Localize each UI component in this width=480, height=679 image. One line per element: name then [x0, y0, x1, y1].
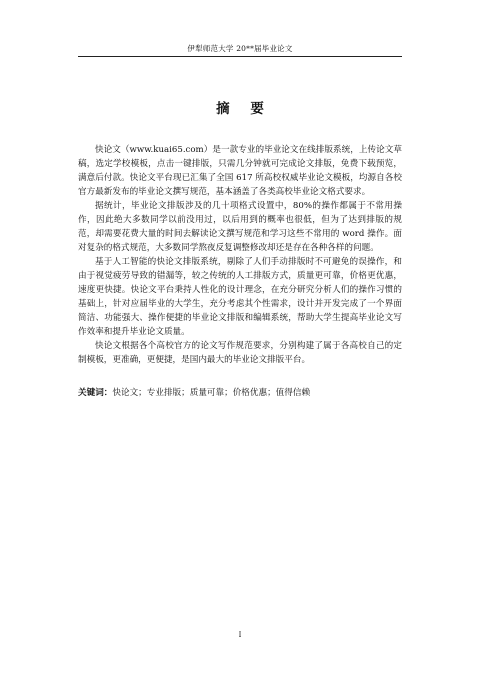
page-number: I — [238, 631, 242, 639]
keywords-line — [78, 386, 402, 400]
keywords-value: 快论文；专业排版；质量可靠；价格优惠；值得信赖 — [112, 388, 311, 398]
running-header: 伊犁师范大学 20**届毕业论文 — [187, 44, 293, 53]
abstract-paragraph-4: 快论文根据各个高校官方的论文写作规范要求，分别构建了属于各高校自己的定制模板，更准确，更便捷，是国内最大的毕业论文排版平台。 — [78, 341, 402, 365]
abstract-paragraph-2: 据统计，毕业论文排版涉及的几十项格式设置中，80%的操作都属于不常用操作，因此绝大多数同学以前没用过，以后用到的概率也很低，但为了达到排版的规范，却需要花费大量的时间去解读论文撰写规范和学习这些不常用的 word 操作。面对复杂的格式规范，大多数同学熬夜反复调整修改却还是存在各种各样的问题。 — [78, 201, 402, 253]
keywords-label: 关键词： — [78, 388, 113, 398]
abstract-paragraph-3: 基于人工智能的快论文排版系统，剔除了人们手动排版时不可避免的误操作，和由于视觉疲劳导致的错漏等，较之传统的人工排版方式，质量更可靠，价格更优惠，速度更快捷。快论文平台秉持人性化的设计理念，在充分研究分析人们的操作习惯的基础上，针对应届毕业的大学生，充分考虑其个性需求，设计并开发完成了一个界面简洁、功能强大、操作便捷的毕业论文排版和编辑系统，帮助大学生提高毕业论文写作效率和提升毕业论文质量。 — [78, 257, 402, 337]
abstract-paragraph-1: 快论文（www.kuai65.com）是一款专业的毕业论文在线排版系统，上传论文草稿，选定学校模板，点击一键排版，只需几分钟就可完成论文排版，免费下载预览，满意后付款。快论文平台现已汇集了全国 617 所高校权威毕业论文模板，均源自各校官方最新发布的毕业论文撰写规范，基本涵盖了各类高校毕业论文格式要求。 — [78, 145, 402, 197]
abstract-title: 摘 要 — [216, 101, 272, 117]
abstract-body — [78, 143, 402, 367]
header-rule — [78, 56, 402, 57]
